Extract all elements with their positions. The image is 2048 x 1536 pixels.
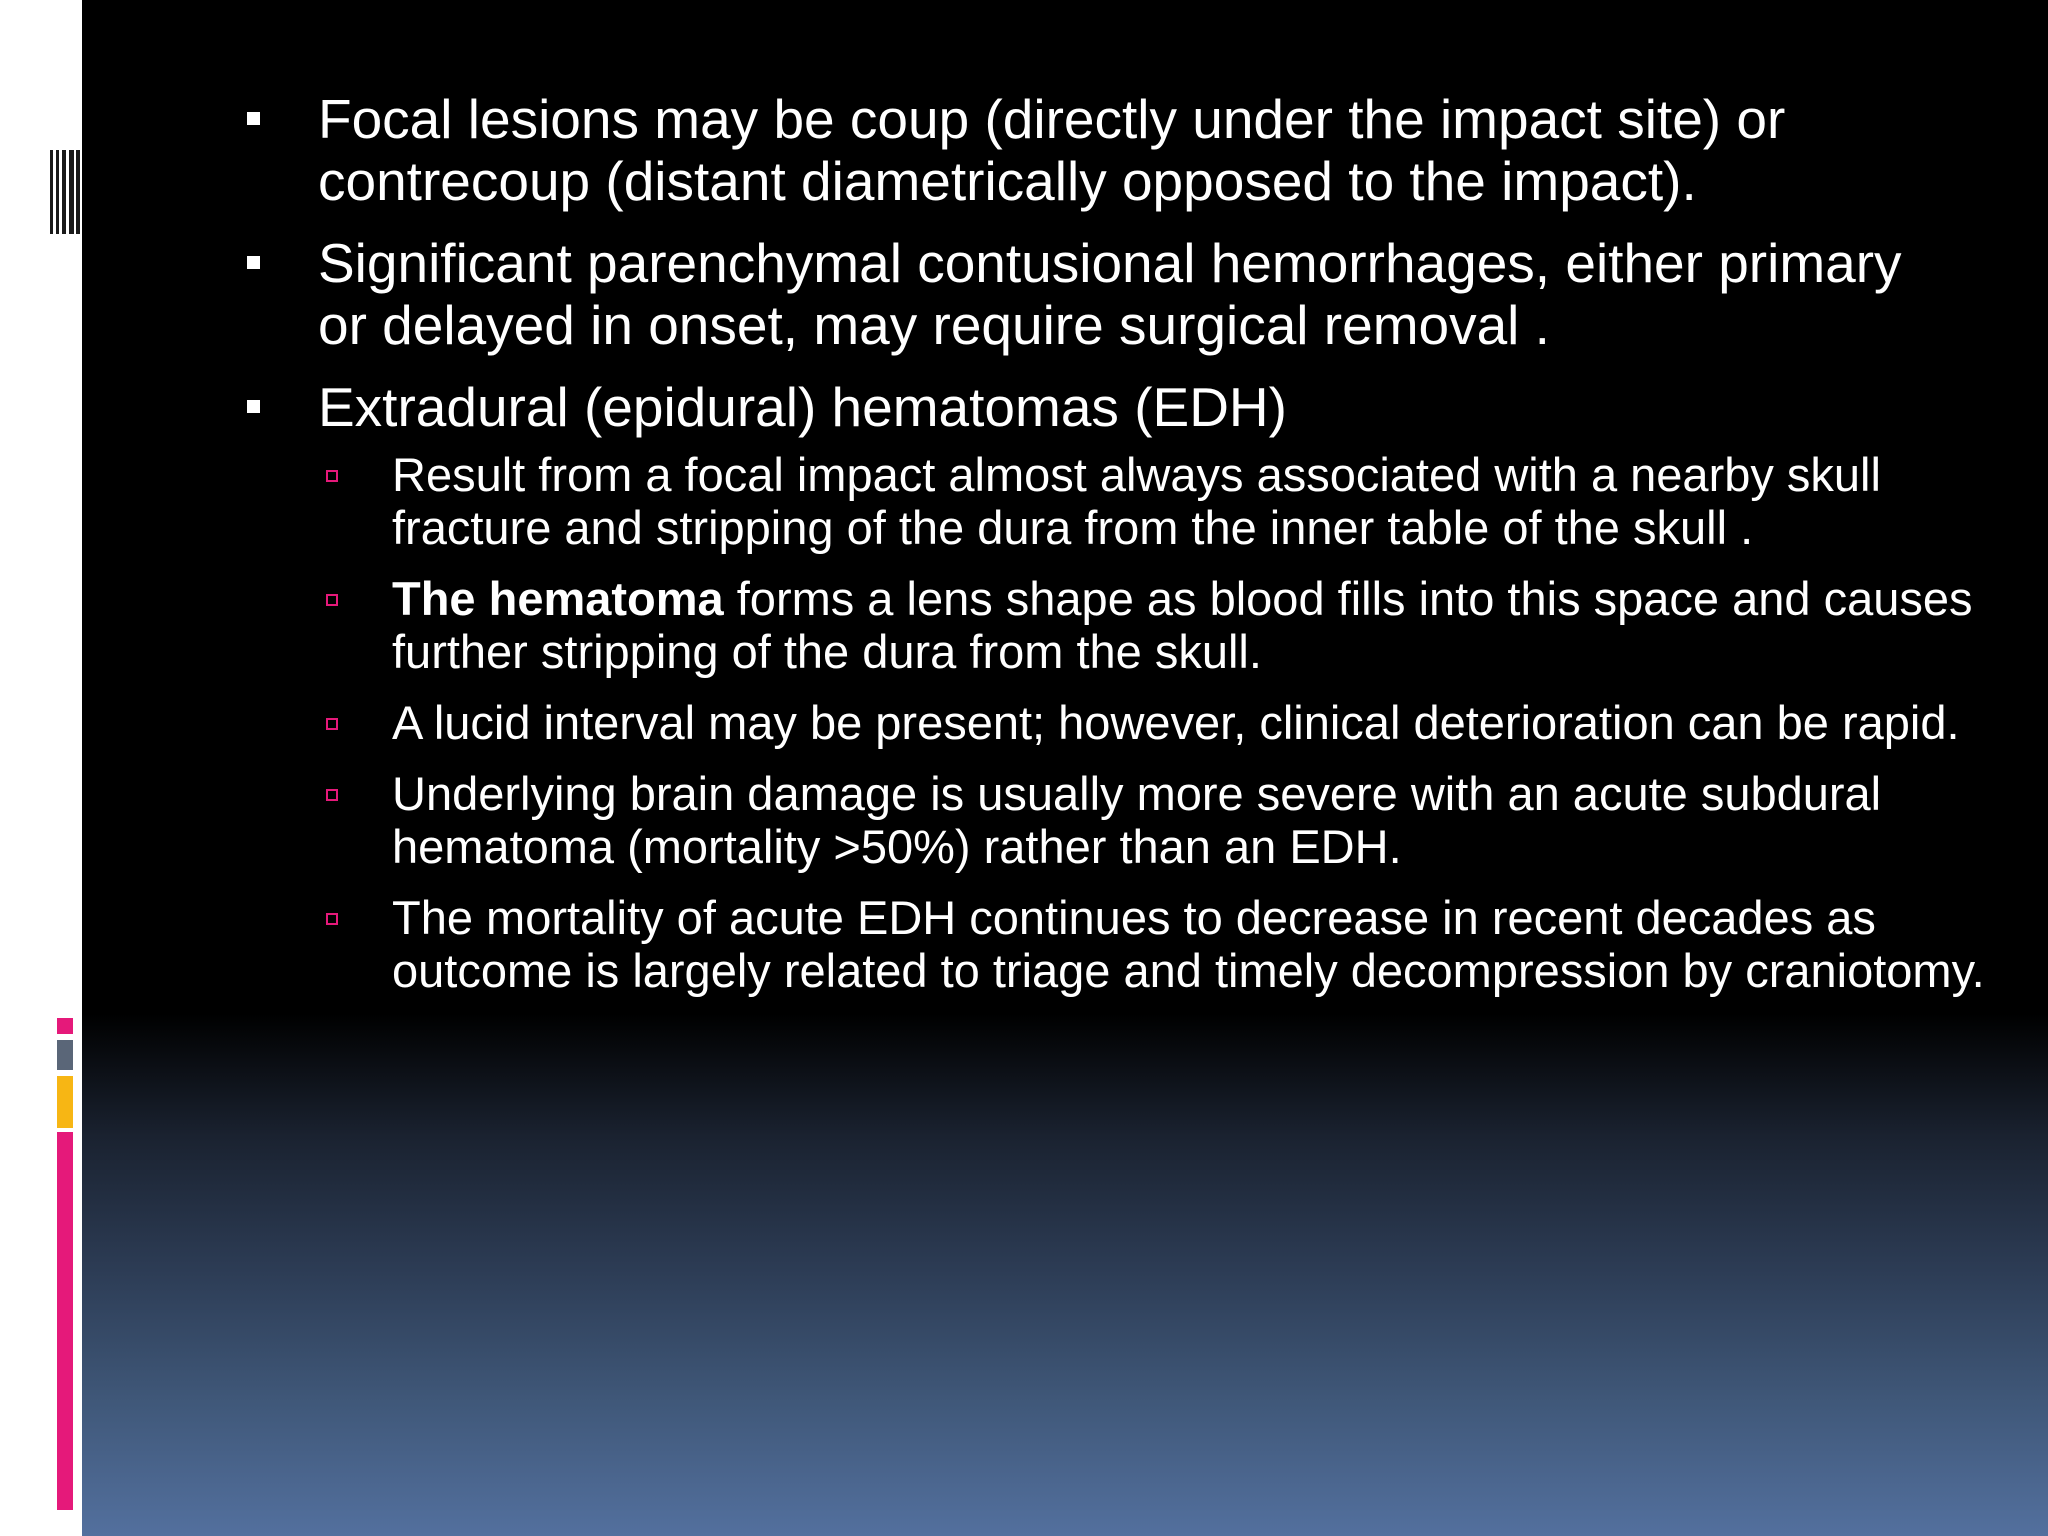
sub-bullet-text: Underlying brain damage is usually more severe with an acute subdural hematoma (mortality >50%) rather than an EDH. — [392, 767, 1882, 873]
accent-bar-pink — [57, 1132, 73, 1510]
bullet-text: Significant parenchymal contusional hemorrhages, either primary or delayed in onset, may require surgical removal . — [318, 232, 1902, 356]
bullet-text: Focal lesions may be coup (directly under the impact site) or contrecoup (distant diametrically opposed to the impact). — [318, 88, 1786, 212]
sub-bullet-text: forms a lens shape as blood fills into this space and causes further stripping of the dura from the skull. — [392, 572, 1973, 678]
sub-bullet-text: Result from a focal impact almost always associated with a nearby skull fracture and stripping of the dura from the inner table of the skull . — [392, 448, 1881, 554]
hollow-square-bullet-icon — [326, 913, 338, 925]
sub-bullet-text: The mortality of acute EDH continues to decrease in recent decades as outcome is largely related to triage and timely decompression by craniotomy. — [392, 891, 1985, 997]
sub-bullet-item — [318, 572, 2008, 678]
sub-bullet-item — [318, 448, 2008, 554]
sub-bullet-list — [318, 448, 1985, 997]
square-bullet-icon — [247, 256, 260, 269]
hollow-square-bullet-icon — [326, 718, 338, 730]
bullet-item — [240, 376, 1985, 997]
sub-bullet-item — [318, 696, 2008, 749]
hollow-square-bullet-icon — [326, 594, 338, 606]
square-bullet-icon — [247, 400, 260, 413]
sub-bullet-text: A lucid interval may be present; however, clinical deterioration can be rapid. — [392, 696, 1960, 749]
hollow-square-bullet-icon — [326, 470, 338, 482]
accent-bar-orange — [57, 1076, 73, 1128]
accent-bar-gray — [57, 1040, 73, 1070]
hollow-square-bullet-icon — [326, 789, 338, 801]
decorative-lines-icon — [50, 150, 80, 234]
bullet-list — [240, 88, 1985, 997]
sub-bullet-item — [318, 767, 2008, 873]
bullet-item — [240, 88, 1930, 212]
square-bullet-icon — [247, 112, 260, 125]
sub-bullet-item — [318, 891, 2008, 997]
bullet-item — [240, 232, 1930, 356]
slide-content — [240, 88, 1985, 1017]
bullet-text: Extradural (epidural) hematomas (EDH) — [318, 376, 1287, 438]
sub-bullet-bold-text: The hematoma — [392, 572, 724, 625]
accent-bar-pink-small — [57, 1018, 73, 1034]
